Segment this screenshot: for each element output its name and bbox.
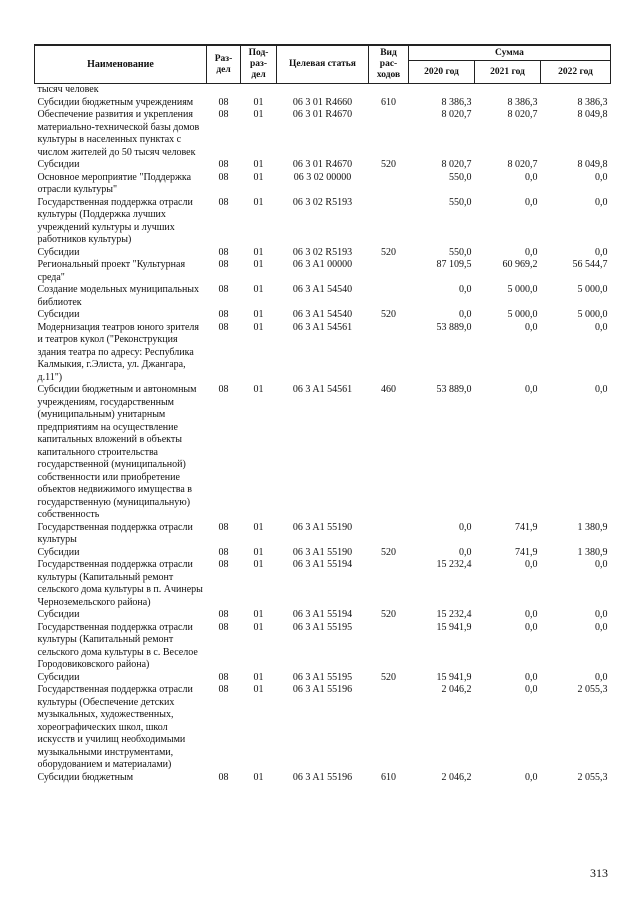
cell-podrazdel: 01 [253, 321, 264, 333]
table-row [35, 672, 611, 685]
cell-2020: 15 232,4 [436, 559, 472, 570]
cell-razdel: 08 [218, 521, 229, 533]
cell-podrazdel: 01 [253, 671, 264, 683]
cell-2020: 15 941,9 [436, 671, 472, 683]
cell-name: Государственная поддержка отрасли культуры (Поддержка лучших учреждений культуры и лучших работников культуры) [37, 196, 193, 245]
cell-2022: 0,0 [595, 609, 608, 620]
table-row [35, 284, 611, 309]
cell-2022: 0,0 [595, 559, 608, 570]
cell-celevaya: 06 3 A1 54561 [292, 384, 353, 395]
cell-podrazdel: 01 [253, 96, 264, 108]
cell-podrazdel: 01 [253, 521, 264, 533]
cell-2020: 0,0 [459, 309, 472, 320]
cell-2021: 0,0 [525, 621, 538, 633]
cell-podrazdel: 01 [253, 171, 264, 183]
cell-2022: 56 544,7 [572, 259, 608, 270]
table-row [35, 259, 611, 284]
cell-vid [369, 197, 409, 247]
cell-razdel: 08 [218, 621, 229, 633]
cell-2020: 0,0 [459, 521, 472, 533]
cell-2021 [475, 84, 541, 97]
cell-2021: 0,0 [525, 671, 538, 683]
cell-vid [369, 172, 409, 197]
cell-razdel: 08 [218, 196, 229, 208]
cell-vid: 520 [381, 159, 396, 170]
cell-celevaya: 06 3 02 R5193 [292, 196, 353, 208]
cell-name: Обеспечение развития и укрепления материально-технической базы домов культуры в населенных пунктах с числом жителей до 50 тысяч человек [37, 109, 200, 158]
cell-vid: 520 [381, 609, 396, 620]
cell-razdel [207, 84, 241, 97]
cell-celevaya: 06 3 A1 00000 [292, 259, 353, 270]
cell-celevaya: 06 3 A1 55190 [292, 546, 353, 558]
header-razdel: Раз-дел [207, 45, 241, 84]
cell-2021: 0,0 [525, 171, 538, 183]
cell-celevaya: 06 3 A1 54540 [292, 284, 353, 295]
cell-vid [369, 522, 409, 547]
cell-name: Региональный проект "Культурная среда" [37, 259, 186, 283]
cell-podrazdel: 01 [253, 246, 264, 258]
cell-2022: 1 380,9 [577, 546, 608, 558]
cell-name: Государственная поддержка отрасли культуры (Капитальный ремонт сельского дома культуры в п. Ачинеры Черноземельского района) [37, 559, 203, 608]
cell-vid [369, 84, 409, 97]
cell-podrazdel: 01 [253, 196, 264, 208]
cell-celevaya: 06 3 A1 55194 [292, 559, 353, 570]
cell-2022: 2 055,3 [577, 684, 608, 695]
cell-razdel: 08 [218, 259, 229, 270]
cell-name: Субсидии бюджетным [37, 771, 134, 783]
cell-vid [369, 559, 409, 609]
header-year-2021: 2021 год [475, 61, 541, 84]
cell-2020: 8 386,3 [441, 96, 472, 108]
cell-2021: 741,9 [515, 546, 538, 558]
header-year-2020: 2020 год [409, 61, 475, 84]
cell-podrazdel: 01 [253, 684, 264, 695]
table-row [35, 384, 611, 522]
cell-2020 [409, 84, 475, 97]
cell-2022: 0,0 [595, 196, 608, 208]
cell-name: Субсидии [37, 309, 80, 320]
cell-2022: 8 049,8 [577, 109, 608, 120]
cell-2020: 0,0 [459, 284, 472, 295]
cell-vid [369, 622, 409, 672]
cell-2022: 1 380,9 [577, 521, 608, 533]
table-row [35, 322, 611, 385]
table-row [35, 547, 611, 560]
cell-razdel: 08 [218, 321, 229, 333]
cell-2022: 0,0 [595, 671, 608, 683]
cell-2022: 8 386,3 [577, 96, 608, 108]
cell-2021: 741,9 [515, 521, 538, 533]
cell-razdel: 08 [218, 771, 229, 783]
cell-vid: 520 [381, 671, 396, 683]
table-row [35, 109, 611, 159]
cell-vid: 460 [381, 384, 396, 395]
table-row [35, 172, 611, 197]
cell-celevaya: 06 3 A1 55196 [292, 771, 353, 783]
cell-2021: 0,0 [525, 384, 538, 395]
cell-name: Основное мероприятие "Поддержка отрасли культуры" [37, 171, 192, 195]
cell-name: Модернизация театров юного зрителя и театров кукол ("Реконструкция здания театра по адресу: Республика Калмыкия, г.Элиста, ул. Джангара, д.11") [37, 321, 199, 383]
header-year-2022: 2022 год [541, 61, 611, 84]
cell-2021: 0,0 [525, 246, 538, 258]
cell-2021: 5 000,0 [507, 309, 538, 320]
cell-podrazdel: 01 [253, 159, 264, 170]
cell-celevaya: 06 3 A1 55196 [292, 684, 353, 695]
table-row [35, 309, 611, 322]
cell-celevaya: 06 3 A1 55195 [292, 671, 353, 683]
cell-2022: 0,0 [595, 621, 608, 633]
cell-podrazdel: 01 [253, 559, 264, 570]
cell-2020: 87 109,5 [436, 259, 472, 270]
cell-podrazdel: 01 [253, 771, 264, 783]
cell-name: Государственная поддержка отрасли культуры (Обеспечение детских музыкальных, художественных, хореографических школ, школ искусств и училищ необходимыми музыкальными инструментами, оборудованием и материалами) [37, 684, 193, 770]
cell-2021: 0,0 [525, 684, 538, 695]
cell-podrazdel [241, 84, 277, 97]
table-row [35, 622, 611, 672]
cell-name: Субсидии [37, 546, 80, 558]
cell-razdel: 08 [218, 109, 229, 120]
cell-2020: 53 889,0 [436, 384, 472, 395]
cell-celevaya: 06 3 A1 54561 [292, 321, 353, 333]
cell-vid: 520 [381, 309, 396, 320]
header-summa: Сумма [409, 45, 611, 61]
table-row [35, 772, 611, 785]
table-row [35, 159, 611, 172]
cell-vid: 610 [381, 96, 396, 108]
cell-2020: 550,0 [449, 196, 472, 208]
cell-2022: 0,0 [595, 246, 608, 258]
page-number: 313 [590, 866, 608, 880]
cell-celevaya: 06 3 01 R4670 [292, 109, 353, 120]
cell-name: Субсидии [37, 159, 80, 170]
cell-name: Субсидии бюджетным учреждениям [37, 96, 194, 108]
cell-razdel: 08 [218, 671, 229, 683]
cell-celevaya: 06 3 A1 55190 [292, 521, 353, 533]
cell-razdel: 08 [218, 546, 229, 558]
cell-2021: 5 000,0 [507, 284, 538, 295]
cell-name: Государственная поддержка отрасли культуры (Капитальный ремонт сельского дома культуры в с. Веселое Городовиковского района) [37, 621, 198, 670]
cell-celevaya: 06 3 02 R5193 [292, 246, 353, 258]
cell-2021: 0,0 [525, 609, 538, 620]
cell-name: Субсидии [37, 246, 80, 258]
cell-2021: 8 020,7 [507, 109, 538, 120]
cell-2020: 53 889,0 [436, 321, 472, 333]
cell-2020: 8 020,7 [441, 159, 472, 170]
cell-2021: 8 020,7 [507, 159, 538, 170]
header-vid: Вид рас-ходов [369, 45, 409, 84]
cell-2020: 8 020,7 [441, 109, 472, 120]
cell-razdel: 08 [218, 684, 229, 695]
cell-2021: 8 386,3 [507, 96, 538, 108]
cell-2022: 2 055,3 [577, 771, 608, 783]
cell-razdel: 08 [218, 384, 229, 395]
cell-name: тысяч человек [37, 84, 99, 95]
table-row [35, 559, 611, 609]
cell-vid: 520 [381, 546, 396, 558]
cell-2022 [541, 84, 611, 97]
header-celevaya: Целевая статья [277, 45, 369, 84]
table-row [35, 609, 611, 622]
cell-name: Субсидии [37, 609, 80, 620]
cell-2022: 5 000,0 [577, 284, 608, 295]
cell-razdel: 08 [218, 309, 229, 320]
cell-vid: 610 [381, 771, 396, 783]
cell-2022: 5 000,0 [577, 309, 608, 320]
cell-vid [369, 322, 409, 385]
cell-podrazdel: 01 [253, 259, 264, 270]
table-header [35, 45, 611, 84]
table-row [35, 197, 611, 247]
table-row [35, 97, 611, 110]
cell-podrazdel: 01 [253, 621, 264, 633]
cell-celevaya: 06 3 01 R4660 [292, 96, 353, 108]
cell-vid [369, 259, 409, 284]
header-name: Наименование [35, 45, 207, 84]
cell-podrazdel: 01 [253, 284, 264, 295]
cell-celevaya: 06 3 02 00000 [293, 171, 352, 183]
cell-2021: 0,0 [525, 321, 538, 333]
cell-2020: 15 941,9 [436, 621, 472, 633]
cell-razdel: 08 [218, 96, 229, 108]
cell-celevaya [277, 84, 369, 97]
cell-vid [369, 684, 409, 772]
cell-2022: 0,0 [595, 384, 608, 395]
table-body [35, 84, 611, 785]
cell-podrazdel: 01 [253, 309, 264, 320]
cell-vid [369, 284, 409, 309]
cell-2020: 2 046,2 [441, 771, 472, 783]
cell-2020: 2 046,2 [441, 684, 472, 695]
cell-2020: 15 232,4 [436, 609, 472, 620]
cell-2020: 0,0 [459, 546, 472, 558]
table-row [35, 84, 611, 97]
table-row [35, 522, 611, 547]
cell-podrazdel: 01 [253, 384, 264, 395]
budget-table [34, 44, 611, 784]
cell-razdel: 08 [218, 609, 229, 620]
cell-name: Субсидии бюджетным и автономным учреждениям, государственным (муниципальным) унитарным предприятиям на осуществление капитальных вложений в объекты капитального строительства государственной (муниципальной) собственности или приобретение объектов недвижимого имущества в государственную (муниципальную) собственность [37, 384, 197, 520]
cell-name: Создание модельных муниципальных библиотек [37, 284, 200, 308]
cell-name: Субсидии [37, 671, 80, 683]
cell-podrazdel: 01 [253, 109, 264, 120]
table-row [35, 684, 611, 772]
cell-celevaya: 06 3 01 R4670 [292, 159, 353, 170]
cell-celevaya: 06 3 A1 55195 [292, 621, 353, 633]
table-row [35, 247, 611, 260]
cell-2021: 60 969,2 [502, 259, 538, 270]
cell-2022: 0,0 [595, 171, 608, 183]
cell-2020: 550,0 [449, 246, 472, 258]
cell-razdel: 08 [218, 559, 229, 570]
cell-name: Государственная поддержка отрасли культуры [37, 521, 193, 545]
cell-2022: 0,0 [595, 321, 608, 333]
cell-razdel: 08 [218, 246, 229, 258]
cell-2021: 0,0 [525, 559, 538, 570]
cell-2021: 0,0 [525, 771, 538, 783]
header-podrazdel: Под-раз-дел [241, 45, 277, 84]
cell-vid: 520 [381, 246, 396, 258]
cell-celevaya: 06 3 A1 54540 [292, 309, 353, 320]
cell-podrazdel: 01 [253, 546, 264, 558]
cell-2022: 8 049,8 [577, 159, 608, 170]
cell-podrazdel: 01 [253, 609, 264, 620]
cell-2021: 0,0 [525, 196, 538, 208]
cell-2020: 550,0 [449, 171, 472, 183]
cell-razdel: 08 [218, 284, 229, 295]
cell-vid [369, 109, 409, 159]
cell-celevaya: 06 3 A1 55194 [292, 609, 353, 620]
cell-razdel: 08 [218, 171, 229, 183]
cell-razdel: 08 [218, 159, 229, 170]
